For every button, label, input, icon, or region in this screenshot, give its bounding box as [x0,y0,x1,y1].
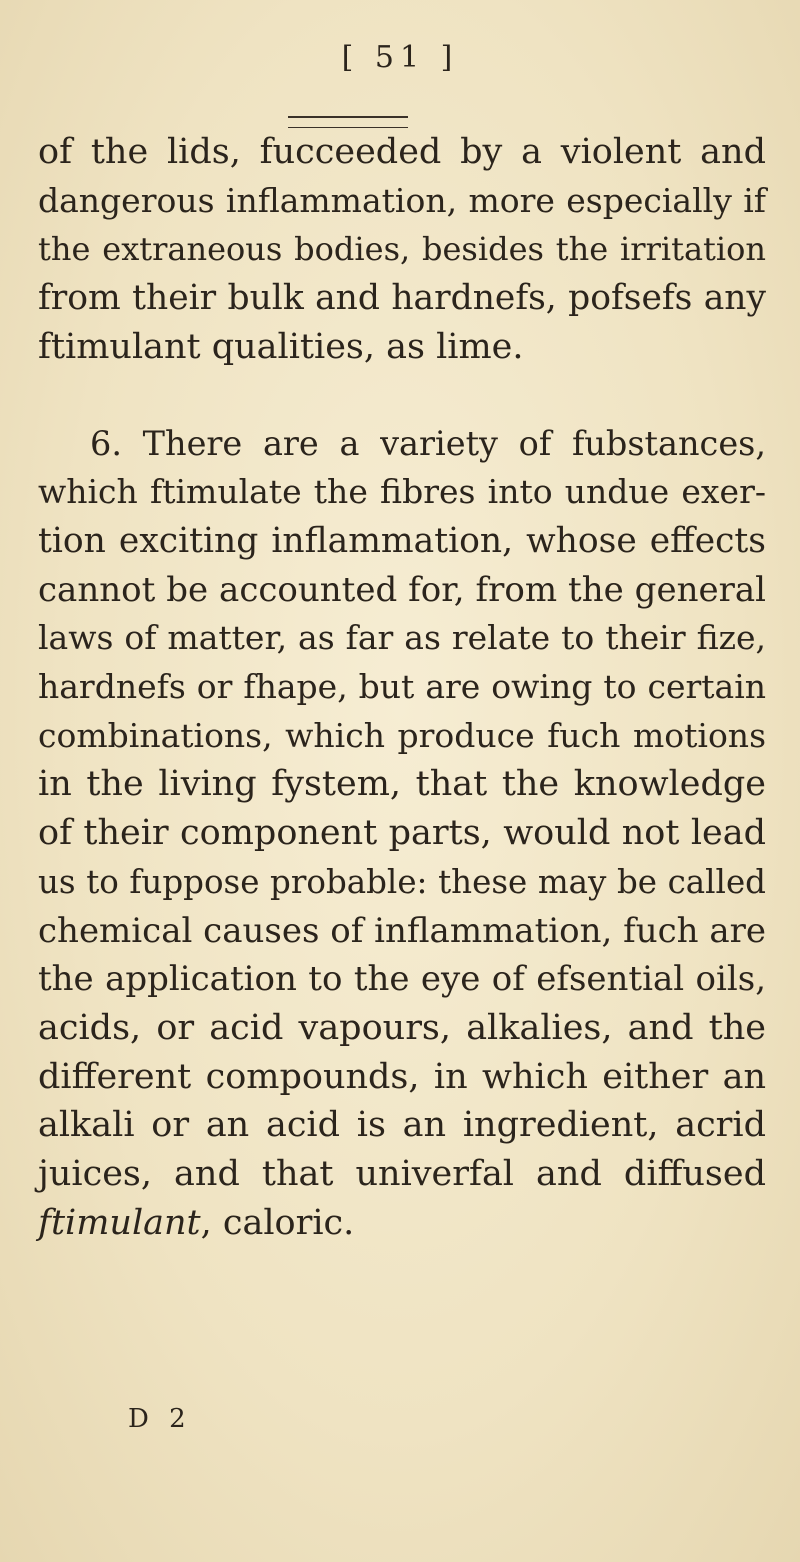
text-line: acids, or acid vapours, alkalies, and the [38,1007,766,1048]
paragraph-1 [38,128,766,372]
text-line: juices, and that univerfal and diffused [38,1154,766,1195]
text-line: the extraneous bodies, besides the irritation [38,230,766,269]
text-line: in the living fystem, that the knowledge [38,764,766,805]
paragraph-2 [38,420,766,1248]
text-line-final [38,1199,766,1248]
text-line: dangerous inflammation, more especially if [38,180,766,220]
text-line: tion exciting inflammation, whose effects [38,520,766,561]
text-line: from their bulk and hardnefs, pofsefs any [38,278,766,319]
text-line: 6. There are a variety of fubstances, [90,423,766,463]
text-line: of the lids, fucceeded by a violent and [38,132,766,172]
body-text [38,128,766,1247]
text-line: us to fuppose probable: these may be called [38,862,766,901]
text-line: different compounds, in which either an [38,1056,766,1097]
header-rule [288,116,408,128]
final-text: , caloric. [200,1202,355,1243]
text-line: ftimulant qualities, as lime. [38,326,524,367]
text-line: hardnefs or fhape, but are owing to certain [38,667,766,707]
text-line: alkali or an acid is an ingredient, acrid [38,1105,766,1146]
text-line: combinations, which produce fuch motions [38,715,766,755]
page-number-header: [ 51 ] [341,40,459,75]
text-line: chemical causes of inflammation, fuch are [38,910,766,951]
text-line: laws of matter, as far as relate to their fize, [38,618,766,658]
text-line: the application to the eye of efsential oils, [38,959,766,1000]
signature-mark: D 2 [128,1404,192,1434]
text-line: of their component parts, would not lead [38,813,766,854]
paragraph-gap [38,372,766,420]
text-line: cannot be accounted for, from the general [38,569,766,610]
text-line: which ftimulate the fibres into undue exer- [38,472,766,512]
italic-word: ftimulant [38,1202,201,1243]
